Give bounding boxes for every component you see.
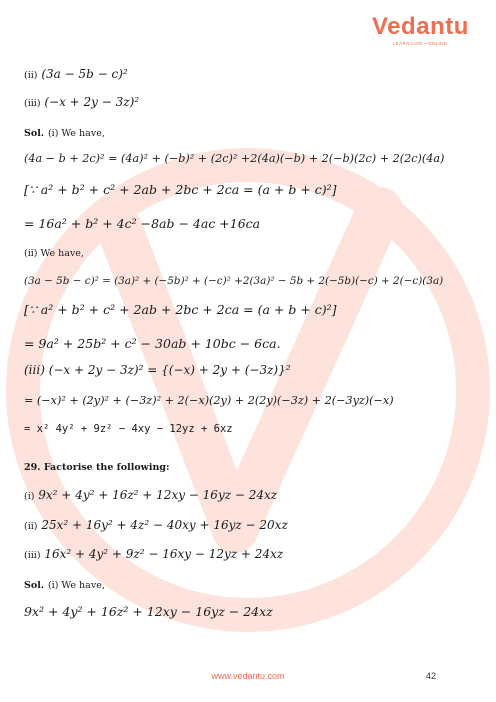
identity-text: [∵ a² + b² + c² + 2ab + 2bc + 2ca = (a + b + c)²] [24, 182, 337, 197]
solution-29-heading [24, 576, 105, 594]
question-29-i [24, 487, 277, 505]
question-iii [24, 94, 139, 112]
equation-i-expansion [24, 150, 444, 167]
solution-ii-heading [24, 244, 84, 262]
sol-label: Sol. [24, 128, 45, 139]
logo-tagline: LEARN LIVE • ONLINE [392, 41, 448, 46]
equation-text: 9x² + 4y² + 16z² + 12xy − 16yz − 24xz [24, 604, 273, 619]
equation-iii [24, 362, 291, 378]
logo-wordmark: Vedantu [372, 13, 469, 40]
question-ii-expression: (3a − 5b − c)² [41, 67, 128, 81]
identity-ii [24, 302, 337, 318]
equation-text: = (−x)² + (2y)² + (−3z)² + 2(−x)(2y) + 2(2y)(−3z) + 2(−3yz)(−x) [24, 394, 394, 407]
q29-iii-expression: 16x² + 4y² + 9z² − 16xy − 12yz + 24xz [44, 547, 284, 561]
solution-i-heading [24, 124, 105, 142]
question-29-iii [24, 546, 283, 564]
question-ii-label: (ii) [24, 70, 38, 81]
question-iii-label: (iii) [24, 98, 41, 109]
equation-text: (4a − b + 2c)² = (4a)² + (−b)² + (2c)² +2(4a)(−b) + 2(−b)(2c) + 2(2c)(4a) [24, 152, 445, 165]
question-29-title: 29. Factorise the following: [24, 462, 170, 473]
result-i [24, 216, 260, 232]
q29-ii-label: (ii) [24, 521, 38, 532]
sol-ii-text: (ii) We have, [24, 248, 84, 259]
equation-text: (3a − 5b − c)² = (3a)² + (−5b)² + (−c)² +2(3a)² − 5b + 2(−5b)(−c) + 2(−c)(3a) [24, 275, 444, 287]
result-ii [24, 336, 281, 352]
result-iii [24, 420, 233, 437]
footer-website-link[interactable]: www.vedantu.com [211, 671, 285, 681]
sol-29-text: (i) We have, [47, 580, 105, 591]
solution-29-equation [24, 604, 273, 620]
equation-iii-expansion [24, 392, 394, 409]
vedantu-logo [372, 14, 468, 46]
question-29-heading [24, 458, 170, 476]
question-iii-expression: (−x + 2y − 3z)² [44, 95, 140, 109]
result-text: = 9a² + 25b² + c² − 30ab + 10bc − 6ca. [24, 336, 281, 351]
sol-label: Sol. [24, 580, 45, 591]
page-number: 42 [425, 671, 436, 681]
equation-ii-expansion [24, 272, 443, 289]
sol-i-text: (i) We have, [47, 128, 105, 139]
equation-text: (iii) (−x + 2y − 3z)² = {(−x) + 2y + (−3z)}² [24, 363, 291, 377]
question-29-ii [24, 517, 288, 535]
q29-i-expression: 9x² + 4y² + 16z² + 12xy − 16yz − 24xz [38, 488, 278, 502]
q29-ii-expression: 25x² + 16y² + 4z² − 40xy + 16yz − 20xz [41, 518, 288, 532]
q29-i-label: (i) [24, 491, 35, 502]
identity-text: [∵ a² + b² + c² + 2ab + 2bc + 2ca = (a + b + c)²] [24, 302, 337, 317]
result-text: = 16a² + b² + 4c² −8ab − 4ac +16ca [24, 216, 261, 231]
identity-i [24, 182, 337, 198]
question-ii [24, 66, 128, 84]
q29-iii-label: (iii) [24, 550, 41, 561]
result-text: = x² 4y² + 9z² − 4xy − 12yz + 6xz [24, 423, 233, 435]
